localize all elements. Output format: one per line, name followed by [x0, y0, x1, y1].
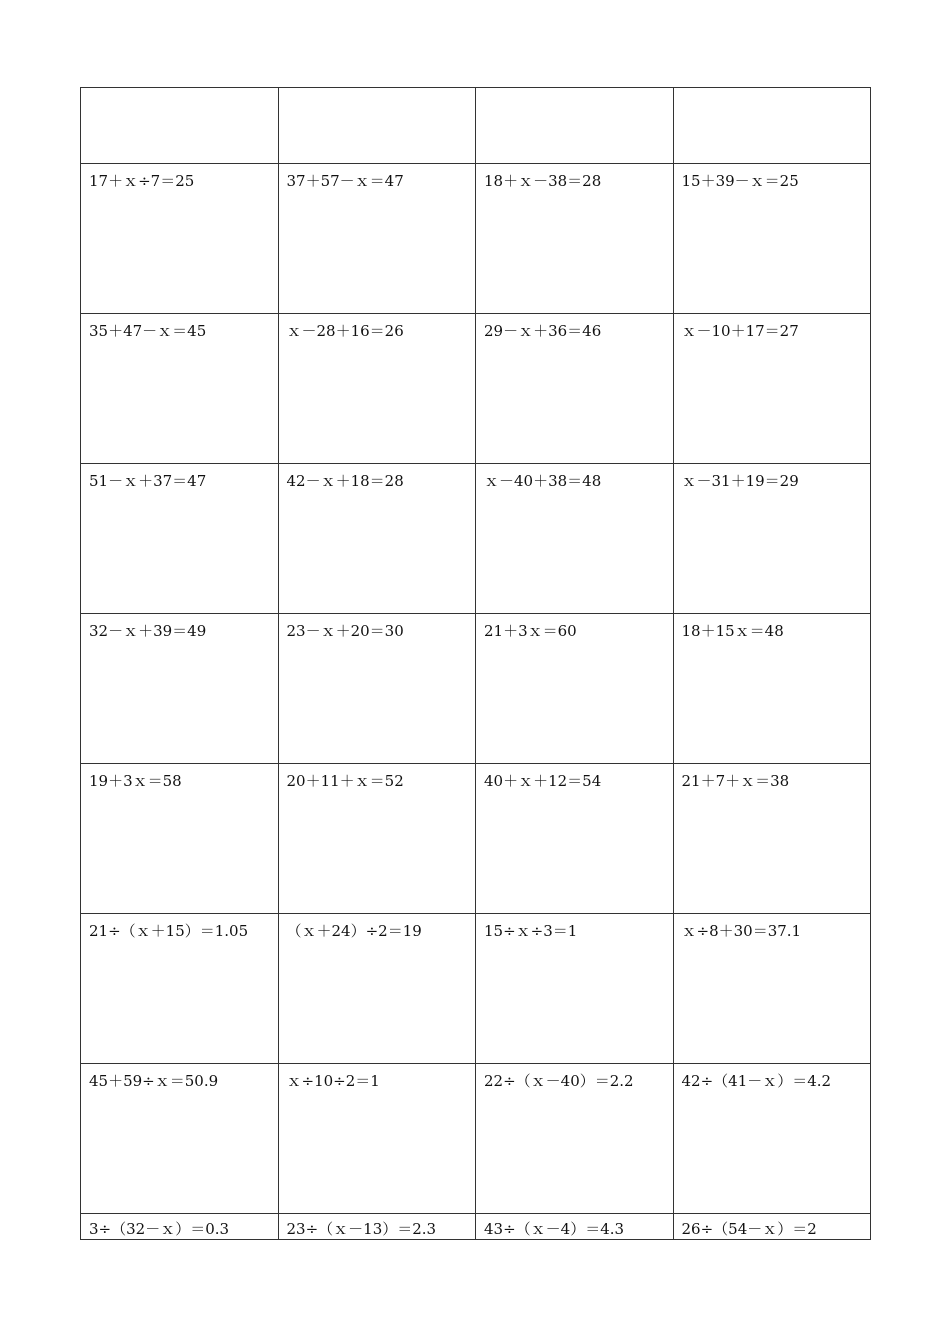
equation-cell: 15÷ｘ÷3＝1	[476, 914, 674, 1064]
equation-cell: 20＋11＋ｘ＝52	[278, 764, 476, 914]
equation-cell: ｘ÷8＋30＝37.1	[673, 914, 871, 1064]
equation-cell	[278, 88, 476, 164]
table-row	[81, 764, 871, 914]
equation-cell: 3÷（32－ｘ）＝0.3	[81, 1214, 279, 1240]
equation-cell: 21＋7＋ｘ＝38	[673, 764, 871, 914]
equation-cell: 51－ｘ＋37＝47	[81, 464, 279, 614]
equation-worksheet-table	[80, 87, 871, 1240]
equation-cell: 32－ｘ＋39＝49	[81, 614, 279, 764]
equation-cell: ｘ－10＋17＝27	[673, 314, 871, 464]
equation-cell: 18＋15ｘ＝48	[673, 614, 871, 764]
equation-cell	[81, 88, 279, 164]
equation-cell: 43÷（ｘ－4）＝4.3	[476, 1214, 674, 1240]
table-row	[81, 164, 871, 314]
equation-cell: 40＋ｘ＋12＝54	[476, 764, 674, 914]
table-row	[81, 314, 871, 464]
equation-cell: ｘ÷10÷2＝1	[278, 1064, 476, 1214]
equation-cell: （ｘ＋24）÷2＝19	[278, 914, 476, 1064]
equation-cell: 37＋57－ｘ＝47	[278, 164, 476, 314]
equation-cell: 42÷（41－ｘ）＝4.2	[673, 1064, 871, 1214]
equation-cell: ｘ－31＋19＝29	[673, 464, 871, 614]
equation-cell: 18＋ｘ－38＝28	[476, 164, 674, 314]
table-row	[81, 1214, 871, 1240]
equation-cell: 26÷（54－ｘ）＝2	[673, 1214, 871, 1240]
table-row	[81, 1064, 871, 1214]
equation-cell: 15＋39－ｘ＝25	[673, 164, 871, 314]
equation-cell: 21÷（ｘ＋15）＝1.05	[81, 914, 279, 1064]
equation-cell: 19＋3ｘ＝58	[81, 764, 279, 914]
equation-cell: 35＋47－ｘ＝45	[81, 314, 279, 464]
equation-cell: 23÷（ｘ－13）＝2.3	[278, 1214, 476, 1240]
equation-cell: 22÷（ｘ－40）＝2.2	[476, 1064, 674, 1214]
equation-cell	[476, 88, 674, 164]
equation-cell: 23－ｘ＋20＝30	[278, 614, 476, 764]
equation-cell	[673, 88, 871, 164]
equation-cell: ｘ－28＋16＝26	[278, 314, 476, 464]
equation-cell: ｘ－40＋38＝48	[476, 464, 674, 614]
table-row	[81, 614, 871, 764]
table-row	[81, 914, 871, 1064]
table-row	[81, 464, 871, 614]
equation-cell: 45＋59÷ｘ＝50.9	[81, 1064, 279, 1214]
equation-cell: 21＋3ｘ＝60	[476, 614, 674, 764]
equation-cell: 17＋ｘ÷7＝25	[81, 164, 279, 314]
equation-cell: 29－ｘ＋36＝46	[476, 314, 674, 464]
table-row	[81, 88, 871, 164]
equation-cell: 42－ｘ＋18＝28	[278, 464, 476, 614]
